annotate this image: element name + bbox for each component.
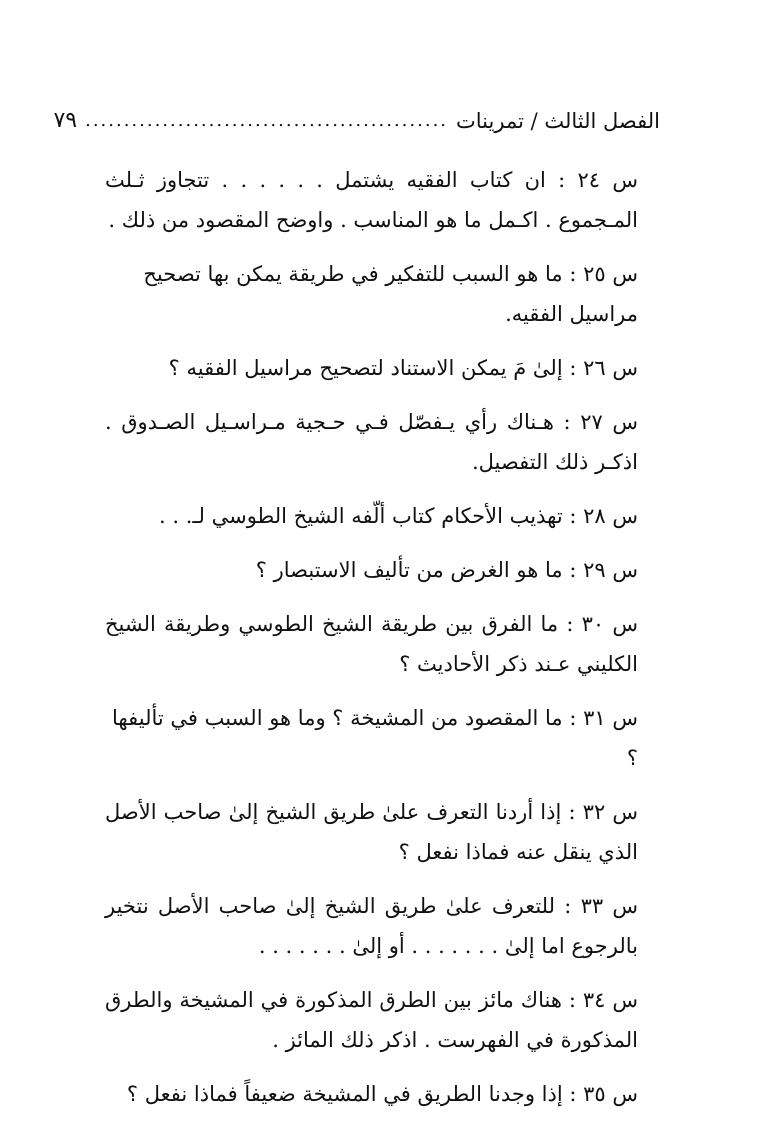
question-label: س ٣٤ :: [568, 988, 638, 1012]
question-text: إلىٰ مَ يمكن الاستناد لتصحيح مراسيل الفقيه ؟: [168, 356, 563, 380]
question-26: [105, 348, 660, 388]
question-text: ان كتاب الفقيه يشتمل . . . . . . تتجاوز ثـلث المـجموع . اكـمل ما هو المناسب . واوضح المقصود من ذلك .: [105, 168, 638, 232]
question-29: [105, 550, 660, 590]
question-24: [105, 160, 660, 240]
question-28: [105, 496, 660, 536]
question-30: [105, 604, 660, 684]
question-label: س ٣٥ :: [569, 1082, 638, 1106]
question-25: [105, 254, 660, 334]
question-35: [105, 1074, 660, 1114]
question-label: س ٢٦ :: [569, 356, 638, 380]
question-label: س ٣٠ :: [566, 612, 638, 636]
question-text: للتعرف علىٰ طريق الشيخ إلىٰ صاحب الأصل نتخير بالرجوع اما إلىٰ . . . . . . . أو إلىٰ . . . . . . .: [105, 894, 638, 958]
question-32: [105, 792, 660, 872]
question-31: [105, 698, 660, 778]
question-text: ما هو الغرض من تأليف الاستبصار ؟: [255, 558, 563, 582]
page-number: ٧٩: [53, 108, 78, 133]
leader-dots: ...............................................: [85, 110, 449, 131]
question-label: س ٣٢ :: [568, 800, 638, 824]
running-header: [53, 96, 660, 136]
question-label: س ٢٥ :: [569, 262, 638, 286]
question-text: ما المقصود من المشيخة ؟ وما هو السبب في تأليفها ؟: [112, 706, 638, 770]
question-33: [105, 886, 660, 966]
question-text: هناك مائز بين الطرق المذكورة في المشيخة والطرق المذكورة في الفهرست . اذكر ذلك المائز .: [105, 988, 638, 1052]
question-text: ما هو السبب للتفكير في طريقة يمكن بها تصحيح مراسيل الفقيه.: [143, 262, 638, 326]
question-text: إذا أردنا التعرف علىٰ طريق الشيخ إلىٰ صاحب الأصل الذي ينقل عنه فماذا نفعل ؟: [105, 800, 638, 864]
question-34: [105, 980, 660, 1060]
question-text: ما الفرق بين طريقة الشيخ الطوسي وطريقة الشيخ الكليني عـند ذكر الأحاديث ؟: [105, 612, 638, 676]
question-label: س ٣٣ :: [564, 894, 638, 918]
question-text: إذا وجدنا الطريق في المشيخة ضعيفاً فماذا نفعل ؟: [126, 1082, 563, 1106]
question-text: هـناك رأي يـفصّل فـي حـجية مـراسـيل الصـدوق . اذكـر ذلك التفصيل.: [105, 410, 638, 474]
question-label: س ٢٧ :: [563, 410, 638, 434]
question-text: تهذيب الأحكام كتاب ألّفه الشيخ الطوسي لـ. . .: [159, 504, 563, 528]
question-label: س ٢٩ :: [569, 558, 638, 582]
exercise-list: [105, 160, 660, 1128]
question-label: س ٣١ :: [569, 706, 638, 730]
question-27: [105, 402, 660, 482]
chapter-title: الفصل الثالث / تمرينات: [456, 109, 660, 133]
question-label: س ٢٨ :: [569, 504, 638, 528]
question-label: س ٢٤ :: [558, 168, 638, 192]
